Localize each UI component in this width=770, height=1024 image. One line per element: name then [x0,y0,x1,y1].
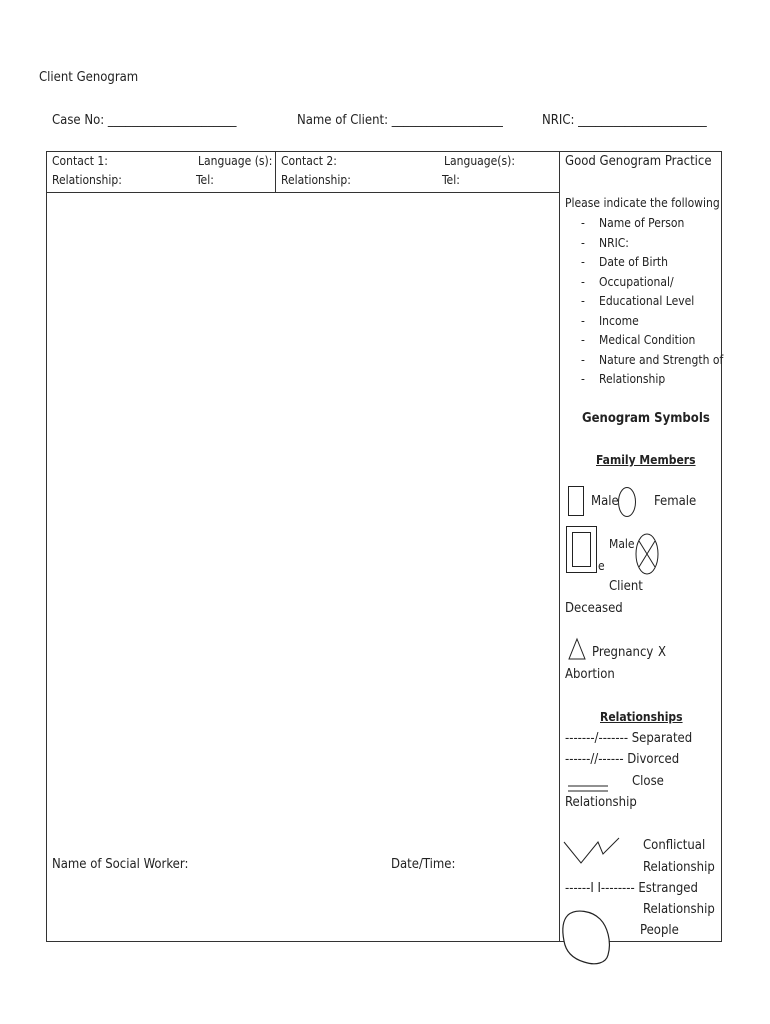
list-item: - Medical Condition [565,331,723,351]
conflictual-relationship-label: Relationship [643,860,715,875]
male-square-icon [568,486,584,516]
divorced-label: ------//------ Divorced [565,752,680,767]
client-name-field[interactable]: Name of Client: ___________________ [297,113,503,128]
people-blob-icon [562,909,612,967]
male-client-icon [566,526,598,574]
contact2-label[interactable]: Contact 2: [281,154,337,168]
close-relationship-label: Relationship [565,795,637,810]
conflictual-zigzag-icon [564,838,620,866]
nric-field[interactable]: NRIC: ______________________ [542,113,707,128]
case-no-field[interactable]: Case No: ______________________ [52,113,237,128]
list-item: - Educational Level [565,292,723,312]
close-relationship-lines-icon [568,784,608,794]
genogram-drawing-area[interactable] [47,193,559,833]
sidebar-intro: Please indicate the following [565,196,720,210]
list-item: - Name of Person [565,214,723,234]
contact-divider [275,151,276,193]
estranged-relationship-label: Relationship [643,902,715,917]
sidebar-title: Good Genogram Practice [565,154,712,169]
abortion-label: Abortion [565,667,615,682]
separated-label: -------/------- Separated [565,731,693,746]
pregnancy-label: Pregnancy [592,645,654,660]
list-item: - Relationship [565,370,723,390]
page-title: Client Genogram [39,70,139,85]
relationship2-label[interactable]: Relationship: [281,173,351,187]
tel1-label[interactable]: Tel: [196,173,214,187]
close-label: Close [632,774,664,789]
abortion-x-symbol: X [658,645,667,660]
deceased-female-icon [635,533,659,575]
female-label: Female [654,494,697,509]
male-client-label: Male [609,537,635,551]
female-circle-icon [618,487,636,517]
deceased-label: Deceased [565,601,623,616]
requirements-list [565,214,723,390]
conflictual-label: Conflictual [643,838,706,853]
language1-label[interactable]: Language (s): [198,154,273,168]
people-label: People [640,923,679,938]
relationships-heading: Relationships [600,710,683,724]
female-fragment-label: e [598,559,605,573]
relationship1-label[interactable]: Relationship: [52,173,122,187]
list-item: - Occupational/ [565,273,723,293]
pregnancy-triangle-icon [568,638,586,660]
sidebar-divider [559,151,560,942]
list-item: - Income [565,312,723,332]
list-item: - Nature and Strength of [565,351,723,371]
estranged-label: ------I I-------- Estranged [565,881,698,896]
client-label: Client [609,579,643,594]
social-worker-field[interactable]: Name of Social Worker: [52,857,189,872]
male-label: Male [591,494,619,509]
list-item: - Date of Birth [565,253,723,273]
list-item: - NRIC: [565,234,723,254]
family-members-heading: Family Members [596,453,696,467]
language2-label[interactable]: Language(s): [444,154,515,168]
contact1-label[interactable]: Contact 1: [52,154,108,168]
symbols-heading: Genogram Symbols [582,411,710,426]
date-time-field[interactable]: Date/Time: [391,857,456,872]
tel2-label[interactable]: Tel: [442,173,460,187]
